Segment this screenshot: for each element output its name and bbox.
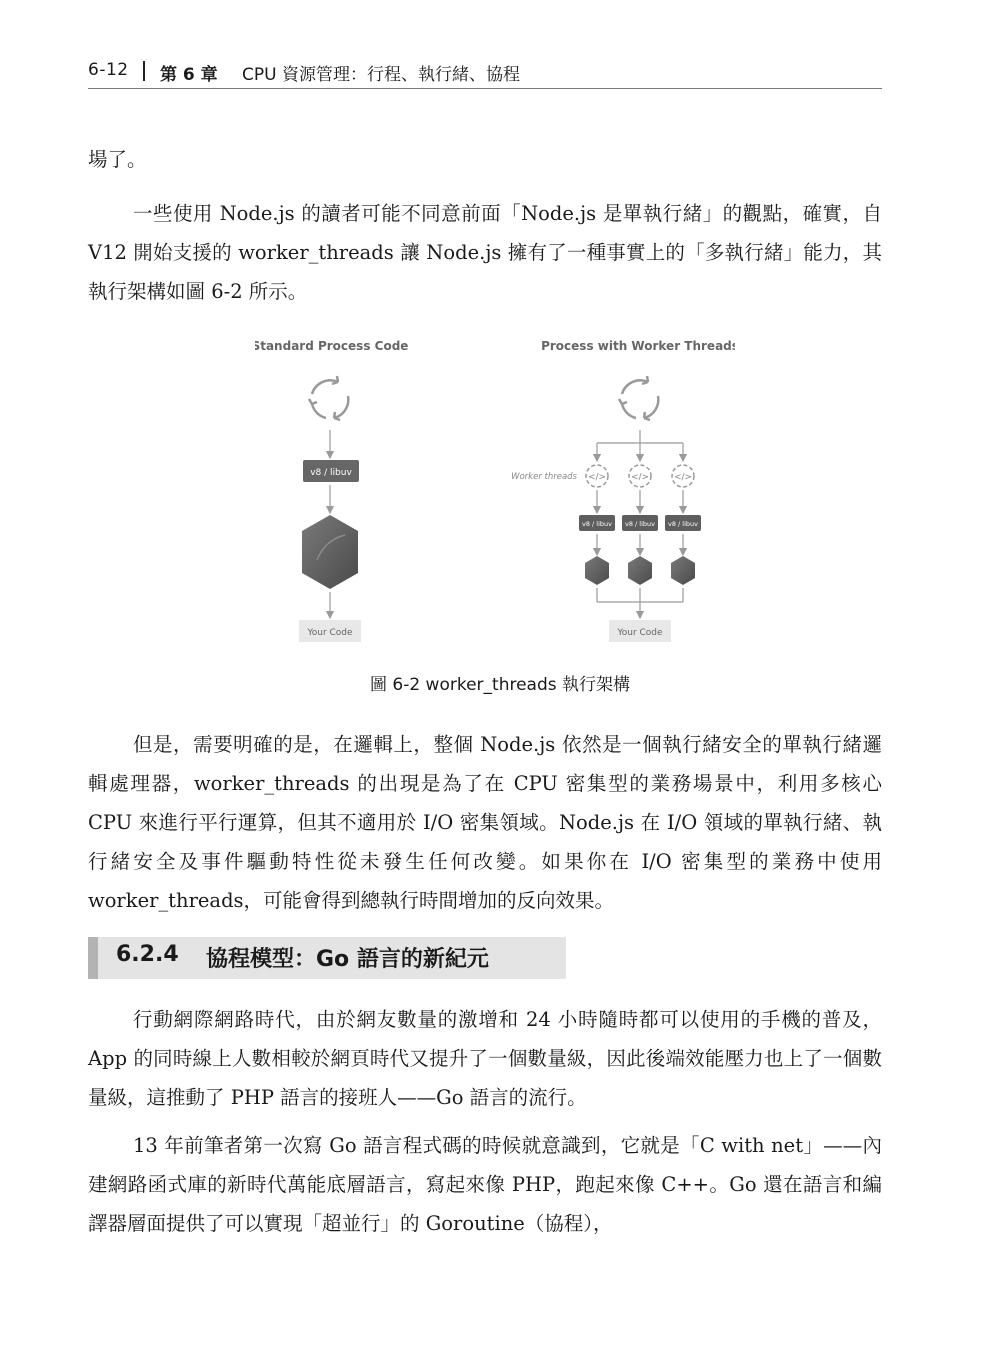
- paragraph-continuation: 場了。: [88, 148, 147, 171]
- right-diagram-title: Process with Worker Threads: [541, 339, 735, 353]
- worker-gear-icon: [629, 465, 651, 487]
- chapter-label: 第 6 章: [160, 65, 218, 85]
- left-diagram-title: Standard Process Code: [255, 339, 409, 353]
- header-divider: [143, 61, 145, 81]
- page-header: [88, 58, 882, 89]
- worker-threads-label: Worker threads: [511, 472, 577, 482]
- section-heading: [88, 937, 566, 979]
- nodejs-hexagon-icon: [585, 556, 609, 585]
- nodejs-hexagon-icon: [302, 515, 358, 589]
- section-number: 6.2.4: [116, 942, 179, 967]
- figure-caption: 圖 6-2 worker_threads 執行架構: [369, 675, 631, 695]
- worker-gear-icon: [672, 465, 694, 487]
- libuv-label: v8 / libuv: [581, 520, 613, 528]
- section-title: 協程模型：Go 語言的新紀元: [206, 947, 489, 972]
- libuv-label: v8 / libuv: [310, 468, 352, 478]
- libuv-label: v8 / libuv: [667, 520, 699, 528]
- event-loop-icon: [619, 376, 658, 420]
- svg-text:</>: </>: [630, 472, 650, 483]
- paragraph-logic-explanation: 但是，需要明確的是，在邏輯上，整個 Node.js 依然是一個執行緒安全的單執行緒邏輯處理器，worker_threads 的出現是為了在 CPU 密集型的業務場景中，利用多核心 CPU 來進行平行運算，但其不適用於 I/O 密集領域。Node.js 在 I/O 領域的單執行緒、執行緒安全及事件驅動特性從未發生任何改變。如果你在 I/O 密集型的業務中使用 worker_threads，可能會得到總執行時間增加的反向效果。: [88, 733, 882, 912]
- your-code-label-right: Your Code: [617, 628, 663, 638]
- svg-text:</>: </>: [673, 472, 693, 483]
- your-code-label-left: Your Code: [307, 628, 353, 638]
- architecture-diagram: [255, 330, 735, 650]
- nodejs-hexagon-icon: [628, 556, 652, 585]
- paragraph-go-popularity: 行動網際網路時代，由於網友數量的激增和 24 小時隨時都可以使用的手機的普及，App 的同時線上人數相較於網頁時代又提升了一個數量級，因此後端效能壓力也上了一個數量級，這推動了 PHP 語言的接班人——Go 語言的流行。: [88, 1008, 882, 1109]
- paragraph-go-history: 13 年前筆者第一次寫 Go 語言程式碼的時候就意識到，它就是「C with net」——內建網路函式庫的新時代萬能底層語言，寫起來像 PHP，跑起來像 C++。Go 還在語言和編譯器層面提供了可以實現「超並行」的 Goroutine（協程），: [88, 1134, 882, 1235]
- chapter-title: CPU 資源管理：行程、執行緒、協程: [242, 65, 520, 85]
- svg-text:</>: </>: [587, 472, 607, 483]
- worker-gear-icon: [586, 465, 608, 487]
- paragraph-worker-threads-intro: 一些使用 Node.js 的讀者可能不同意前面「Node.js 是單執行緒」的觀點，確實，自 V12 開始支援的 worker_threads 讓 Node.js 擁有了一種事實上的「多執行緒」能力，其執行架構如圖 6-2 所示。: [88, 202, 882, 303]
- page-number: 6-12: [88, 60, 129, 80]
- nodejs-hexagon-icon: [671, 556, 695, 585]
- figure-6-2: [255, 330, 735, 650]
- libuv-label: v8 / libuv: [624, 520, 656, 528]
- event-loop-icon: [309, 376, 348, 420]
